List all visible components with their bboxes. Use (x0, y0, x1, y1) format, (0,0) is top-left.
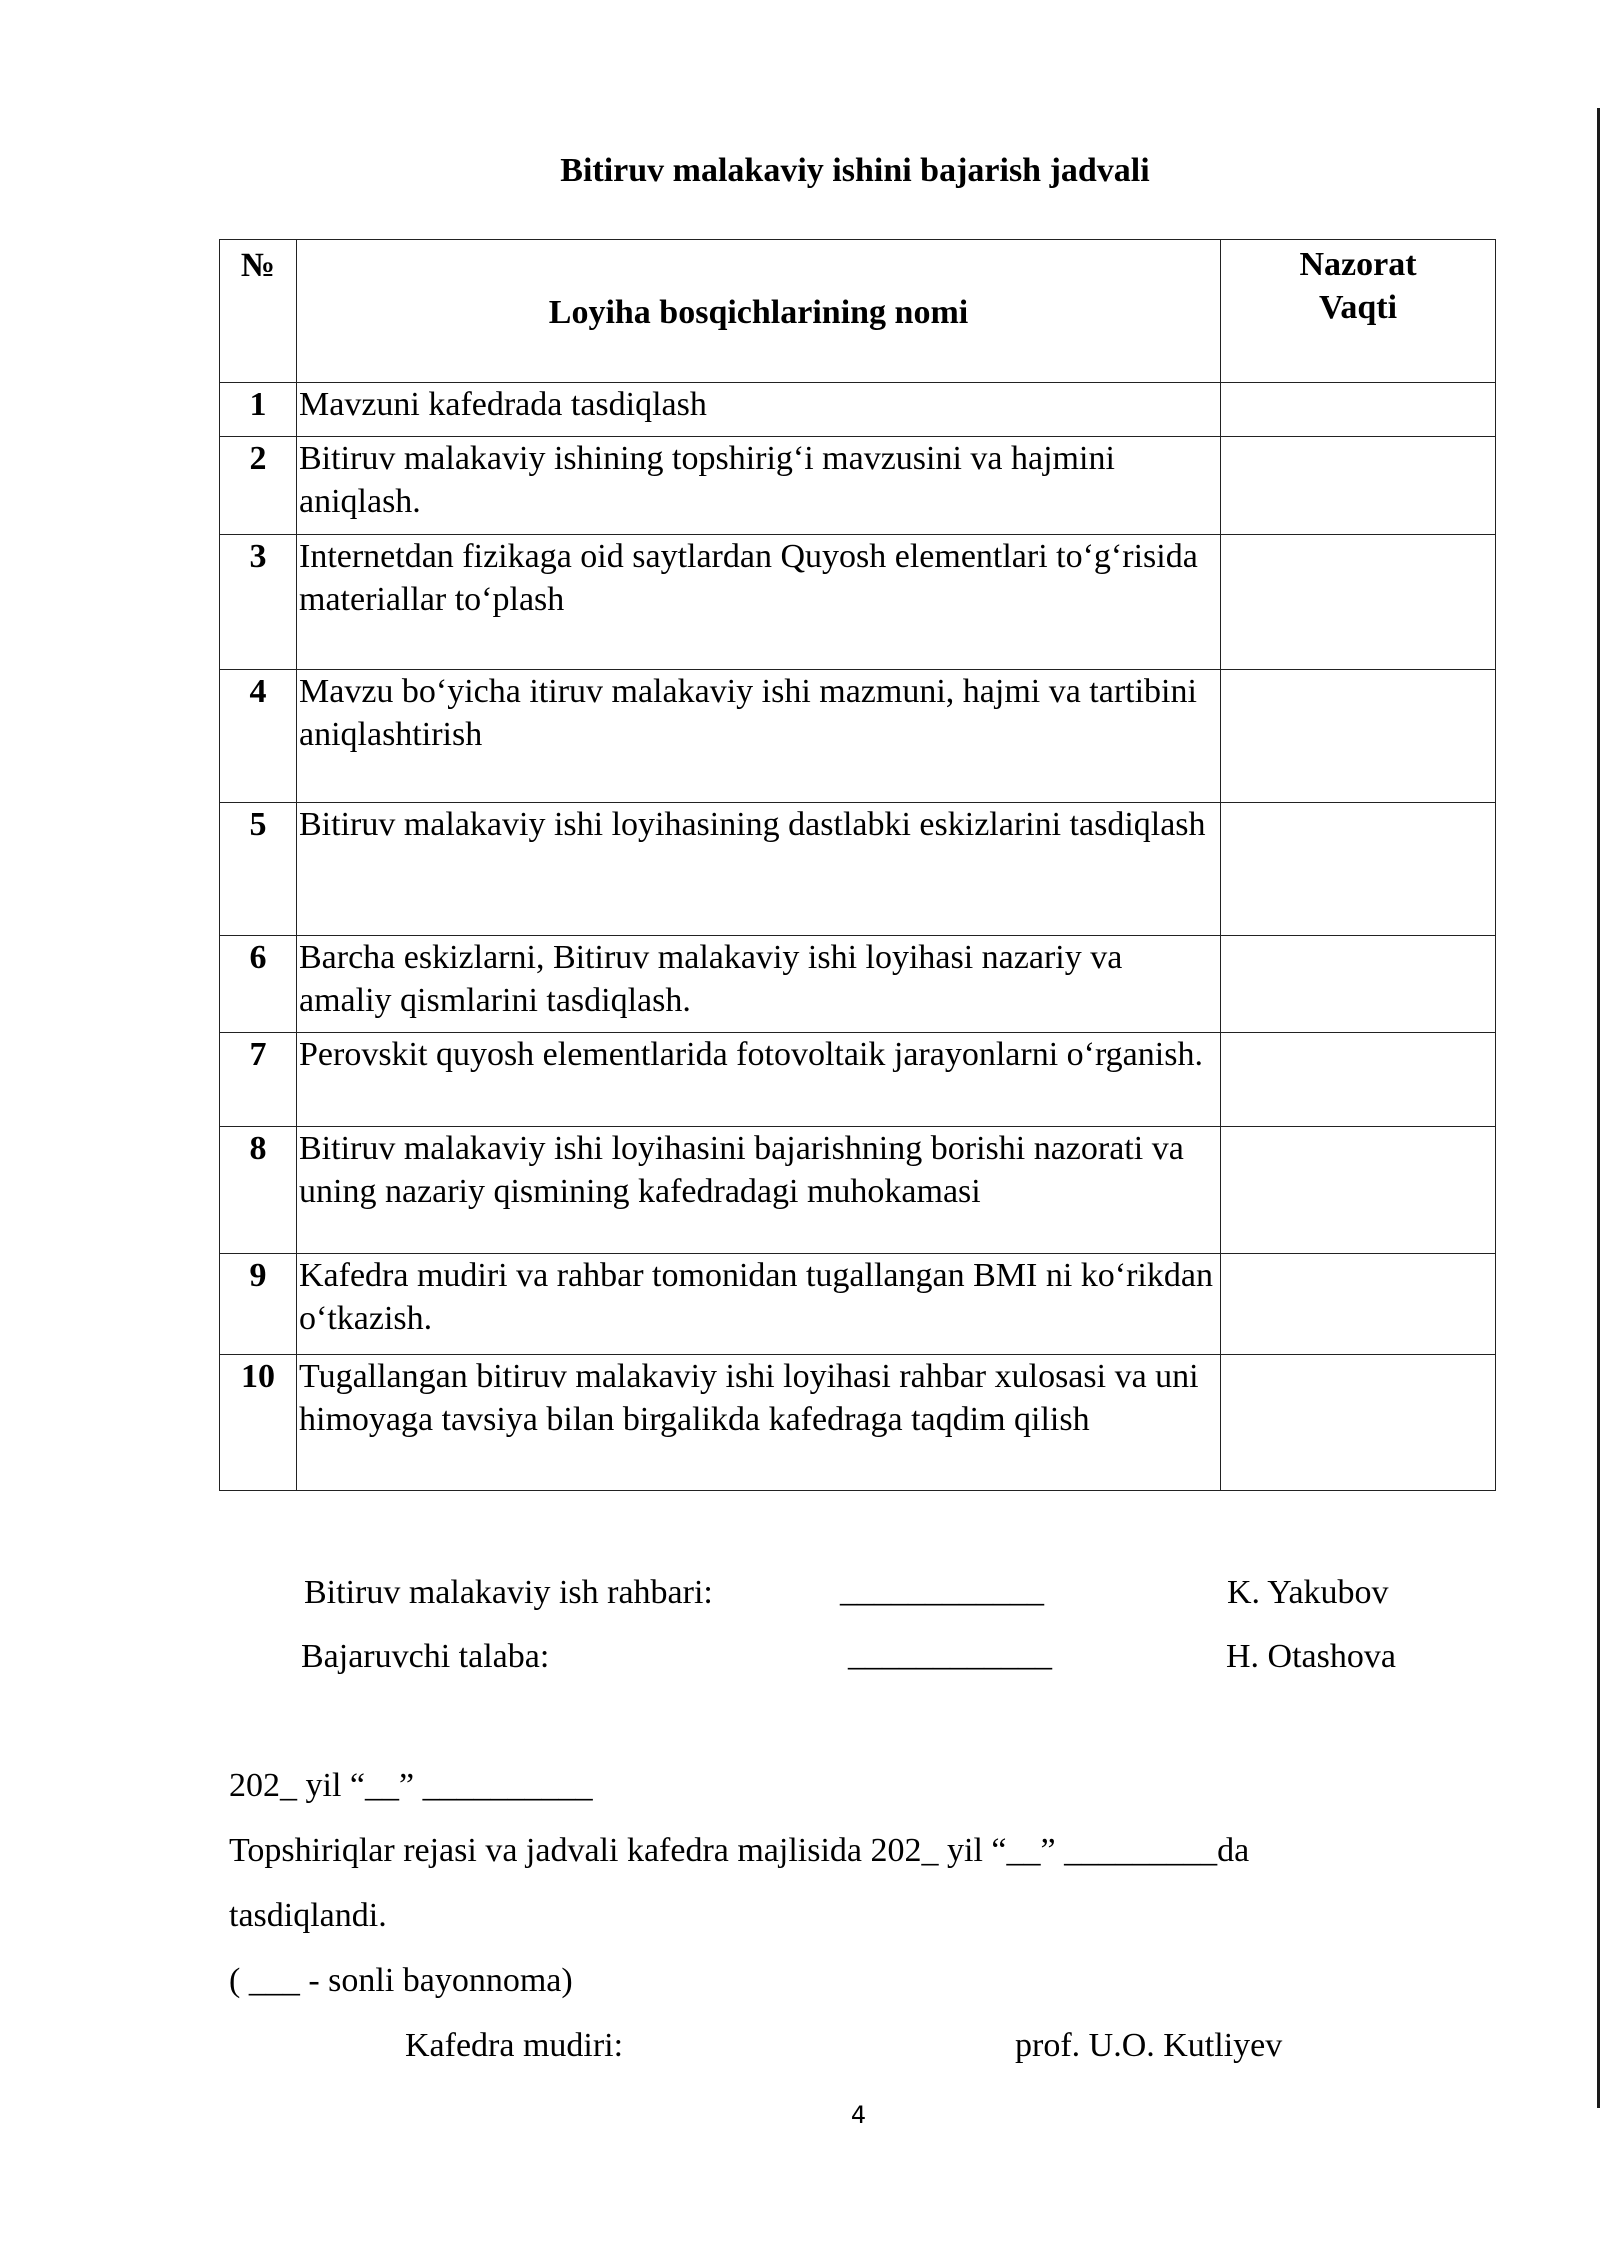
control-date-cell (1221, 803, 1496, 936)
table-row (220, 936, 1496, 1033)
row-number: 4 (220, 670, 297, 803)
approval-line-1: Topshiriqlar rejasi va jadvali kafedra majlisida 202_ yil “__” _________da (229, 1832, 1250, 1869)
table-row (220, 383, 1496, 437)
row-number: 2 (220, 437, 297, 535)
row-number: 9 (220, 1254, 297, 1355)
row-number: 7 (220, 1033, 297, 1127)
stage-name: Internetdan fizikaga oid saytlardan Quyosh elementlari to‘g‘risida materiallar to‘plash (297, 535, 1221, 670)
header-control-line2: Vaqti (1318, 289, 1398, 326)
row-number: 10 (220, 1355, 297, 1491)
control-date-cell (1221, 383, 1496, 437)
control-date-cell (1221, 1127, 1496, 1254)
date-line: 202_ yil “__” __________ (229, 1767, 593, 1804)
student-label: Bajaruvchi talaba: (301, 1638, 550, 1675)
control-date-cell (1221, 936, 1496, 1033)
stage-name: Mavzu bo‘yicha itiruv malakaviy ishi mazmuni, hajmi va tartibini aniqlashtirish (297, 670, 1221, 803)
stage-name: Perovskit quyosh elementlarida fotovoltaik jarayonlarni o‘rganish. (297, 1033, 1221, 1127)
student-signature-line: ____________ (848, 1636, 1052, 1673)
table-row (220, 1033, 1496, 1127)
table-row (220, 535, 1496, 670)
table-body (220, 383, 1496, 1491)
stage-name: Bitiruv malakaviy ishi loyihasini bajarishning borishi nazorati va uning nazariy qismining kafedradagi muhokamasi (297, 1127, 1221, 1254)
stage-name: Kafedra mudiri va rahbar tomonidan tugallangan BMI ni ko‘rikdan o‘tkazish. (297, 1254, 1221, 1355)
row-number: 8 (220, 1127, 297, 1254)
page-number: 4 (850, 2101, 867, 2129)
control-date-cell (1221, 1033, 1496, 1127)
table-row (220, 1254, 1496, 1355)
department-head-label: Kafedra mudiri: (405, 2027, 624, 2064)
supervisor-label: Bitiruv malakaviy ish rahbari: (304, 1574, 713, 1611)
stage-name: Bitiruv malakaviy ishi loyihasining dastlabki eskizlarini tasdiqlash (297, 803, 1221, 936)
control-date-cell (1221, 535, 1496, 670)
table-row (220, 803, 1496, 936)
row-number: 5 (220, 803, 297, 936)
stage-name: Mavzuni kafedrada tasdiqlash (297, 383, 1221, 437)
approval-line-2: tasdiqlandi. (229, 1897, 387, 1934)
supervisor-signature-line: ____________ (840, 1572, 1044, 1609)
control-date-cell (1221, 437, 1496, 535)
schedule-table (219, 239, 1496, 1491)
document-title: Bitiruv malakaviy ishini bajarish jadvali (560, 152, 1150, 189)
row-number: 3 (220, 535, 297, 670)
control-date-cell (1221, 670, 1496, 803)
row-number: 1 (220, 383, 297, 437)
department-head-name: prof. U.O. Kutliyev (1015, 2027, 1283, 2064)
header-name-cell (297, 240, 1221, 383)
row-number: 6 (220, 936, 297, 1033)
header-number: № (240, 247, 276, 284)
header-number-cell (220, 240, 297, 383)
table-row (220, 437, 1496, 535)
table-header-row (220, 240, 1496, 383)
table-row (220, 670, 1496, 803)
header-control-cell (1221, 240, 1496, 383)
header-stage-name: Loyiha bosqichlarining nomi (548, 293, 969, 331)
supervisor-name: K. Yakubov (1227, 1574, 1389, 1611)
stage-name: Tugallangan bitiruv malakaviy ishi loyihasi rahbar xulosasi va uni himoyaga tavsiya bilan birgalikda kafedraga taqdim qilish (297, 1355, 1221, 1491)
control-date-cell (1221, 1355, 1496, 1491)
protocol-number: ( ___ - sonli bayonnoma) (229, 1962, 573, 1999)
stage-name: Barcha eskizlarni, Bitiruv malakaviy ishi loyihasi nazariy va amaliy qismlarini tasdiqlash. (297, 936, 1221, 1033)
table-row (220, 1355, 1496, 1491)
table-row (220, 1127, 1496, 1254)
control-date-cell (1221, 1254, 1496, 1355)
stage-name: Bitiruv malakaviy ishining topshirig‘i mavzusini va hajmini aniqlash. (297, 437, 1221, 535)
student-name: H. Otashova (1226, 1638, 1396, 1675)
header-control-line1: Nazorat (1299, 246, 1417, 283)
